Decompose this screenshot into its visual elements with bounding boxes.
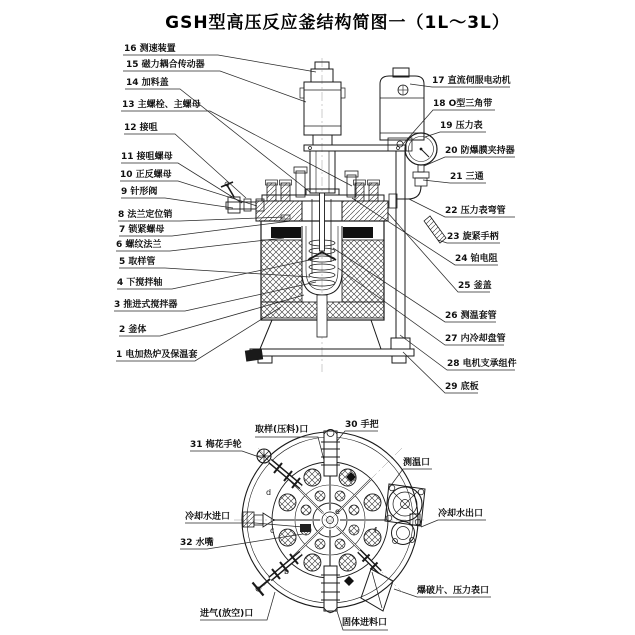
part-label-6: 6 螺纹法兰 [116, 240, 162, 250]
label-sampling-port: 取样(压料)口 [255, 425, 309, 435]
port-letter-b: b [284, 567, 290, 576]
part-label-28: 28 电机支承组件 [447, 359, 517, 369]
servo-motor [380, 76, 424, 140]
part-label-4: 4 下搅拌轴 [117, 278, 163, 288]
label-handwheel-31: 31 梅花手轮 [190, 440, 242, 450]
lower-left-valve [253, 553, 302, 596]
page-title: GSH型高压反应釜结构简图一（1L～3L） [165, 13, 510, 33]
part-label-11: 11 接咀螺母 [121, 152, 173, 162]
label-cooling-out: 冷却水出口 [438, 509, 484, 519]
solid-feed-tube [324, 566, 337, 611]
right-port-mechanism [385, 484, 425, 545]
part-label-22: 22 压力表弯管 [445, 206, 506, 216]
part-label-2: 2 釜体 [119, 325, 147, 335]
port-letter-d: d [266, 488, 272, 497]
part-label-9: 9 针形阀 [121, 187, 158, 197]
part-label-1: 1 电加热炉及保温套 [116, 350, 198, 360]
needle-valve [228, 197, 240, 213]
part-label-19: 19 压力表 [440, 121, 483, 131]
part-label-13: 13 主螺栓、主螺母 [122, 100, 201, 110]
part-label-25: 25 釜盖 [458, 281, 492, 291]
part-label-21: 21 三通 [450, 172, 484, 182]
port-letter-e: e [335, 507, 340, 516]
part-label-26: 26 测温套管 [445, 311, 497, 321]
part-label-24: 24 铂电阻 [455, 254, 498, 264]
part-label-18: 18 O型三角带 [433, 99, 493, 109]
part-label-8: 8 法兰定位销 [118, 210, 173, 220]
part-label-3: 3 推进式搅拌器 [114, 300, 178, 310]
port-letter-c: c [270, 526, 275, 535]
label-solid-feed: 固体进料口 [342, 618, 388, 628]
part-label-7: 7 锁紧螺母 [119, 225, 165, 235]
tightening-handle [424, 216, 446, 243]
label-gas-port: 进气(放空)口 [200, 609, 254, 619]
stirrer-shaft [320, 193, 325, 251]
part-label-15: 15 磁力耦合传动器 [126, 60, 205, 70]
part-label-10: 10 正反螺母 [120, 170, 172, 180]
label-burst-disc: 爆破片、压力表口 [417, 586, 490, 596]
base-plate [250, 349, 414, 356]
label-temp-port: 测温口 [403, 458, 431, 468]
part-label-5: 5 取样管 [119, 257, 156, 267]
burst-disc-assembly [359, 551, 393, 611]
label-handle-30: 30 手把 [345, 420, 379, 430]
part-label-14: 14 加料盖 [126, 78, 169, 88]
part-label-23: 23 旋紧手柄 [447, 232, 499, 242]
part-label-17: 17 直流伺服电动机 [432, 76, 511, 86]
port-letter-f: f [374, 526, 377, 535]
motor-support-column [396, 151, 405, 338]
part-label-27: 27 内冷却盘管 [445, 334, 506, 344]
part-label-16: 16 测速装置 [124, 44, 176, 54]
lid-top-view-drawing [234, 430, 426, 615]
reactor-assembly-drawing [221, 58, 446, 372]
sampling-tube [324, 431, 337, 476]
part-label-12: 12 接咀 [124, 123, 158, 133]
part-label-20: 20 防爆膜夹持器 [445, 146, 515, 156]
water-nozzle [300, 524, 311, 532]
label-nozzle-32: 32 水嘴 [180, 538, 214, 548]
part-label-29: 29 底板 [445, 382, 479, 392]
label-cooling-in: 冷却水进口 [185, 512, 231, 522]
